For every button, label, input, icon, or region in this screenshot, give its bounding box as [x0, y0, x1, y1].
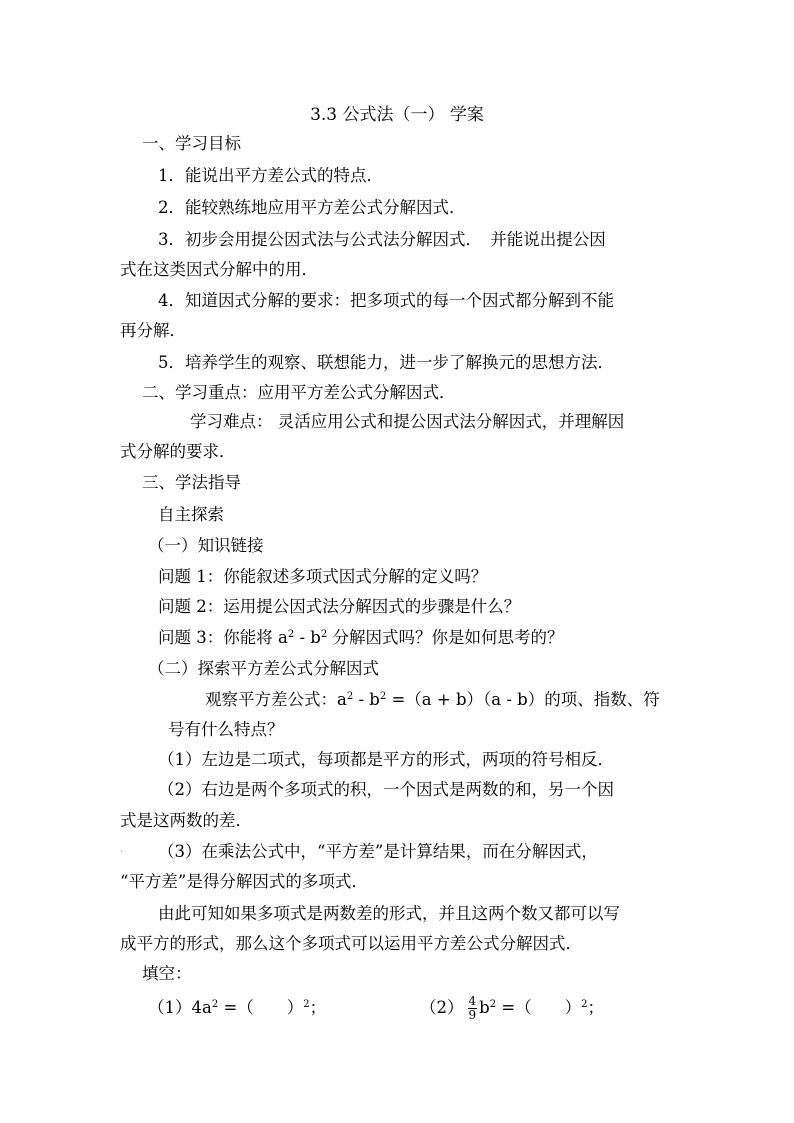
section-heading-method: 三、学法指导: [142, 473, 241, 492]
goal-3-line-2: 式在这类因式分解中的用．: [120, 260, 318, 279]
difficulty-line-1: 学习难点： 灵活应用公式和提公因式法分解因式，并理解因: [190, 412, 625, 431]
goal-1: 1．能说出平方差公式的特点．: [158, 166, 383, 185]
question-3: [158, 627, 563, 649]
fill-exercise-2: [420, 989, 604, 1027]
goal-5: 5．培养学生的观察、联想能力，进一步了解换元的思想方法．: [158, 353, 614, 372]
fill-1-end: ；: [309, 998, 327, 1017]
conclusion-line-1: 由此可知如果多项式是两数差的形式，并且这两个数又都可以写: [158, 904, 620, 923]
fill-1-blank: =（ ）: [218, 998, 304, 1017]
question-3-exponent-1: 2: [287, 629, 295, 640]
page-title: 3.3 公式法（一） 学案: [310, 105, 484, 125]
fill-1-exponent-2: 2: [303, 999, 310, 1010]
fill-2-blank: =（ ）: [496, 998, 582, 1017]
fill-exercise-1: [148, 997, 326, 1019]
question-2: 问题 2：运用提公因式法分解因式的步骤是什么？: [158, 597, 521, 616]
fill-2-end: ；: [587, 998, 605, 1017]
observe-text-mid: - b: [353, 690, 380, 709]
question-3-text-mid: - b: [294, 628, 321, 647]
fill-1-text-pre: （1）4a: [148, 998, 212, 1017]
goal-4-line-1: 4．知道因式分解的要求：把多项式的每一个因式都分解到不能: [158, 291, 614, 310]
observe-text-pre: 观察平方差公式：a: [205, 690, 347, 709]
fill-2-text-pre: （2）: [420, 998, 464, 1017]
part-2-heading: （二）探索平方差公式分解因式: [148, 659, 379, 678]
point-2-line-2: 式是这两数的差．: [120, 811, 252, 830]
fill-2-variable: b: [479, 998, 490, 1017]
question-1: 问题 1：你能叙述多项式因式分解的定义吗？: [158, 567, 488, 586]
fill-2-denominator: 9: [468, 1008, 477, 1022]
section-heading-focus: 二、学习重点：应用平方差公式分解因式．: [142, 383, 456, 402]
observe-exponent-1: 2: [346, 691, 354, 702]
fill-in-heading: 填空：: [142, 964, 192, 983]
goal-2: 2．能较熟练地应用平方差公式分解因式．: [158, 198, 466, 217]
fill-1-exponent: 2: [211, 999, 219, 1010]
point-3-line-2: “平方差”是得分解因式的多项式．: [120, 872, 368, 891]
question-3-exponent-2: 2: [320, 629, 328, 640]
fill-2-numerator: 4: [468, 994, 477, 1008]
goal-4-line-2: 再分解．: [120, 321, 186, 340]
part-1-heading: （一）知识链接: [148, 536, 264, 555]
observe-exponent-2: 2: [379, 691, 387, 702]
point-1: （1）左边是二项式，每项都是平方的形式，两项的符号相反．: [158, 750, 614, 769]
observe-formula-line-1: [205, 689, 660, 711]
self-explore-label: 自主探索: [158, 505, 224, 524]
conclusion-line-2: 成平方的形式，那么这个多项式可以运用平方差公式分解因式．: [120, 934, 582, 953]
observe-formula-line-2: 号有什么特点？: [168, 720, 284, 739]
observe-text-post: =（a + b）（a - b）的项、指数、符: [386, 690, 660, 709]
question-3-text-post: 分解因式吗？你是如何思考的？: [327, 628, 564, 647]
stray-mark: .: [120, 844, 124, 855]
difficulty-line-2: 式分解的要求．: [120, 442, 236, 461]
fill-2-exponent: 2: [489, 999, 497, 1010]
section-heading-goals: 一、学习目标: [142, 134, 241, 153]
fill-2-fraction: [468, 995, 478, 1022]
question-3-text-pre: 问题 3：你能将 a: [158, 628, 288, 647]
goal-3-line-1: 3．初步会用提公因式法与公式法分解因式． 并能说出提公因: [158, 230, 606, 249]
fill-2-exponent-2: 2: [581, 999, 588, 1010]
point-2-line-1: （2）右边是两个多项式的积，一个因式是两数的和，另一个因: [158, 780, 614, 799]
point-3-line-1: （3）在乘法公式中，“平方差”是计算结果，而在分解因式，: [158, 842, 598, 861]
